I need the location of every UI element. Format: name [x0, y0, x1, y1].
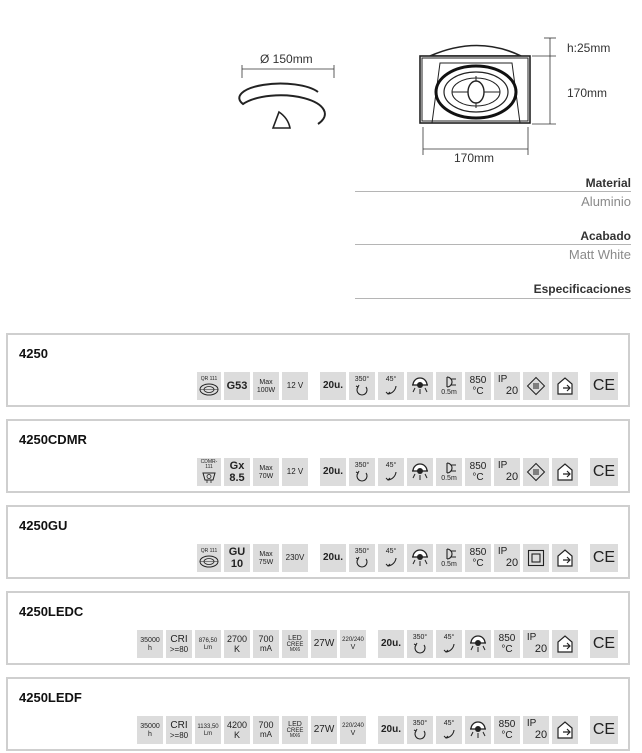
cable-icon — [441, 462, 457, 474]
led-model: MX6 — [289, 733, 301, 739]
diameter-label: Ø 150mm — [260, 52, 313, 66]
rotation-icon — [355, 556, 369, 568]
current-unit: mA — [260, 644, 272, 653]
tilt-icon — [384, 556, 398, 568]
rotation-chip — [349, 458, 375, 486]
cri-value: >=80 — [169, 644, 189, 654]
rotation-icon — [413, 728, 427, 740]
cable-label: 0.5m — [441, 475, 457, 482]
glow-wire-value: 850 — [498, 632, 516, 644]
rotation-chip — [407, 716, 433, 744]
product-card-4250gu — [6, 505, 630, 579]
product-card-4250ledc — [6, 591, 630, 665]
cri-label: CRI — [170, 719, 188, 731]
house-insulation-icon — [555, 634, 575, 654]
class-chip — [523, 372, 549, 400]
lumen-unit: Lm — [203, 730, 213, 737]
socket-label: G53 — [226, 379, 248, 392]
cable-label: 0.5m — [441, 389, 457, 396]
ce-mark: CE — [592, 377, 616, 394]
house-insulation-icon — [555, 376, 575, 396]
led-chip — [282, 630, 308, 658]
units-label: 20u. — [322, 380, 343, 391]
ce-mark: CE — [592, 721, 616, 738]
glow-wire-unit: °C — [501, 643, 513, 655]
voltage-value: 220/240 — [342, 637, 364, 643]
lamp-type-chip — [197, 372, 221, 400]
ip-label: IP — [526, 632, 537, 643]
max-power-chip — [253, 544, 279, 572]
units-chip — [378, 630, 404, 658]
rotation-icon — [355, 470, 369, 482]
ip-rating-chip — [494, 372, 520, 400]
units-label: 20u. — [322, 552, 343, 563]
recessed-lamp-icon — [410, 462, 430, 482]
lamp-icon — [199, 555, 219, 568]
ce-mark-chip — [590, 544, 618, 572]
recessed-lamp-icon — [468, 720, 488, 740]
class-iii-icon — [526, 376, 546, 396]
cable-chip — [436, 458, 462, 486]
kelvin-value: 2700 — [226, 633, 248, 644]
feature-icons — [197, 457, 618, 487]
units-label: 20u. — [380, 638, 401, 649]
glow-wire-chip — [465, 458, 491, 486]
current-value: 700 — [258, 634, 274, 644]
glow-wire-chip — [494, 630, 520, 658]
insulation-chip — [552, 716, 578, 744]
watts-label: 27W — [313, 724, 335, 735]
voltage-chip — [340, 716, 366, 744]
recessed-chip — [407, 458, 433, 486]
ip-label: IP — [497, 374, 508, 385]
rotation-label: 350° — [412, 634, 428, 641]
ip-value: 20 — [505, 385, 519, 397]
units-label: 20u. — [322, 466, 343, 477]
lumen-value: 1133,50 — [197, 723, 219, 730]
divider — [355, 191, 631, 192]
ip-label: IP — [497, 460, 508, 471]
ip-value: 20 — [505, 557, 519, 569]
feature-icons — [137, 629, 618, 659]
lifetime-unit: h — [148, 644, 152, 652]
product-code: 4250LEDC — [19, 604, 84, 619]
feature-icons — [137, 715, 618, 745]
current-chip — [253, 630, 279, 658]
rotation-label: 350° — [354, 548, 370, 555]
house-insulation-icon — [555, 720, 575, 740]
tilt-chip — [436, 716, 462, 744]
voltage-unit: V — [350, 730, 356, 737]
tilt-icon — [384, 384, 398, 396]
material-value: Aluminio — [581, 194, 631, 209]
tilt-chip — [378, 458, 404, 486]
cri-value: >=80 — [169, 730, 189, 740]
class-ii-icon — [526, 548, 546, 568]
max-power-chip — [253, 372, 279, 400]
insulation-chip — [552, 372, 578, 400]
rotation-chip — [349, 372, 375, 400]
lumen-unit: Lm — [203, 644, 213, 651]
tilt-label: 45° — [385, 462, 397, 469]
cable-chip — [436, 372, 462, 400]
voltage-label: 12 V — [286, 467, 304, 476]
product-code: 4250 — [19, 346, 48, 361]
kelvin-chip — [224, 716, 250, 744]
units-label: 20u. — [380, 724, 401, 735]
specifications-title: Especificaciones — [533, 282, 631, 296]
cable-label: 0.5m — [441, 561, 457, 568]
product-card-4250ledf — [6, 677, 630, 751]
current-value: 700 — [258, 720, 274, 730]
recessed-chip — [465, 630, 491, 658]
voltage-label: 12 V — [286, 381, 304, 390]
feature-icons — [197, 371, 618, 401]
socket-label: GU — [228, 545, 246, 558]
product-code: 4250GU — [19, 518, 68, 533]
rotation-label: 350° — [354, 462, 370, 469]
watts-label: 27W — [313, 638, 335, 649]
ip-value: 20 — [534, 643, 548, 655]
cable-icon — [441, 548, 457, 560]
lamp-type-chip — [197, 544, 221, 572]
led-chip — [282, 716, 308, 744]
max-label: Max — [259, 550, 273, 558]
glow-wire-unit: °C — [501, 729, 513, 741]
voltage-unit: V — [350, 644, 356, 651]
class-chip — [523, 544, 549, 572]
ip-value: 20 — [534, 729, 548, 741]
ce-mark: CE — [592, 549, 616, 566]
socket-label: Gx — [229, 459, 245, 472]
voltage-chip — [282, 372, 308, 400]
ce-mark-chip — [590, 372, 618, 400]
units-chip — [320, 544, 346, 572]
units-chip — [320, 458, 346, 486]
ip-label: IP — [497, 546, 508, 557]
tilt-label: 45° — [385, 548, 397, 555]
rotation-chip — [349, 544, 375, 572]
class-chip — [523, 458, 549, 486]
cri-chip — [166, 716, 192, 744]
tilt-label: 45° — [385, 376, 397, 383]
ip-rating-chip — [494, 458, 520, 486]
ce-mark: CE — [592, 463, 616, 480]
glow-wire-unit: °C — [472, 385, 484, 397]
voltage-chip — [282, 458, 308, 486]
side-label: 170mm — [567, 86, 608, 100]
recessed-chip — [465, 716, 491, 744]
tilt-icon — [442, 728, 456, 740]
socket-value: 8.5 — [229, 471, 245, 484]
product-card-4250cdmr — [6, 419, 630, 493]
glow-wire-value: 850 — [469, 546, 487, 558]
cutout-diagram — [239, 52, 334, 128]
max-value: 70W — [258, 472, 274, 480]
recessed-lamp-icon — [410, 376, 430, 396]
led-brand: CREE — [286, 728, 304, 734]
current-chip — [253, 716, 279, 744]
kelvin-value: 4200 — [226, 719, 248, 730]
max-power-chip — [253, 458, 279, 486]
house-insulation-icon — [555, 548, 575, 568]
glow-wire-chip — [465, 372, 491, 400]
ce-mark-chip — [590, 458, 618, 486]
tilt-chip — [436, 630, 462, 658]
max-label: Max — [259, 464, 273, 472]
current-unit: mA — [260, 730, 272, 739]
fixture-diagram — [420, 38, 610, 165]
led-label: LED — [288, 635, 302, 642]
rotation-icon — [413, 642, 427, 654]
recessed-chip — [407, 544, 433, 572]
lamp-type-label: QR 111 — [200, 547, 218, 554]
glow-wire-unit: °C — [472, 471, 484, 483]
ip-rating-chip — [523, 716, 549, 744]
product-code: 4250CDMR — [19, 432, 87, 447]
ip-rating-chip — [494, 544, 520, 572]
units-chip — [378, 716, 404, 744]
divider — [355, 298, 631, 299]
ce-mark: CE — [592, 635, 616, 652]
product-card-4250 — [6, 333, 630, 407]
material-title: Material — [585, 176, 631, 190]
tilt-label: 45° — [443, 634, 455, 641]
lumen-chip — [195, 630, 221, 658]
glow-wire-unit: °C — [472, 557, 484, 569]
led-label: LED — [288, 721, 302, 728]
lifetime-chip — [137, 716, 163, 744]
feature-icons — [197, 543, 618, 573]
cable-icon — [441, 376, 457, 388]
product-code: 4250LEDF — [19, 690, 82, 705]
max-value: 75W — [258, 558, 274, 566]
divider — [355, 244, 631, 245]
finish-block — [355, 228, 631, 264]
kelvin-chip — [224, 630, 250, 658]
tilt-icon — [442, 642, 456, 654]
lumen-value: 876,50 — [198, 637, 218, 644]
lamp-type-chip — [197, 458, 221, 486]
socket-chip — [224, 544, 250, 572]
tilt-icon — [384, 470, 398, 482]
lamp-type-label: CDMR-111 — [200, 459, 218, 470]
lifetime-value: 35000 — [140, 636, 160, 644]
voltage-value: 220/240 — [342, 723, 364, 729]
kelvin-unit: K — [233, 729, 240, 740]
ce-mark-chip — [590, 630, 618, 658]
ce-mark-chip — [590, 716, 618, 744]
rotation-label: 350° — [412, 720, 428, 727]
recessed-lamp-icon — [468, 634, 488, 654]
insulation-chip — [552, 458, 578, 486]
height-label: h:25mm — [567, 41, 611, 55]
insulation-chip — [552, 630, 578, 658]
specifications-block — [355, 281, 631, 299]
house-insulation-icon — [555, 462, 575, 482]
rotation-chip — [407, 630, 433, 658]
voltage-label: 230V — [285, 553, 305, 562]
max-label: Max — [259, 378, 273, 386]
rotation-label: 350° — [354, 376, 370, 383]
finish-title: Acabado — [580, 229, 631, 243]
watts-chip — [311, 716, 337, 744]
cri-label: CRI — [170, 633, 188, 645]
finish-value: Matt White — [568, 247, 631, 262]
lamp-type-label: QR 111 — [200, 375, 218, 382]
cable-chip — [436, 544, 462, 572]
tilt-chip — [378, 544, 404, 572]
glow-wire-value: 850 — [469, 460, 487, 472]
tilt-label: 45° — [443, 720, 455, 727]
recessed-lamp-icon — [410, 548, 430, 568]
kelvin-unit: K — [233, 643, 240, 654]
ip-label: IP — [526, 718, 537, 729]
tilt-chip — [378, 372, 404, 400]
recessed-chip — [407, 372, 433, 400]
material-block — [355, 175, 631, 211]
lifetime-value: 35000 — [140, 722, 160, 730]
glow-wire-value: 850 — [469, 374, 487, 386]
led-model: MX6 — [289, 647, 301, 653]
voltage-chip — [340, 630, 366, 658]
lamp-icon — [199, 383, 219, 396]
rotation-icon — [355, 384, 369, 396]
socket-chip — [224, 372, 250, 400]
lamp-icon — [201, 471, 217, 484]
voltage-chip — [282, 544, 308, 572]
socket-value: 10 — [230, 557, 244, 570]
insulation-chip — [552, 544, 578, 572]
lumen-chip — [195, 716, 221, 744]
units-chip — [320, 372, 346, 400]
ip-value: 20 — [505, 471, 519, 483]
glow-wire-value: 850 — [498, 718, 516, 730]
glow-wire-chip — [494, 716, 520, 744]
lifetime-unit: h — [148, 730, 152, 738]
watts-chip — [311, 630, 337, 658]
width-label: 170mm — [454, 151, 495, 165]
led-brand: CREE — [286, 642, 304, 648]
lifetime-chip — [137, 630, 163, 658]
ip-rating-chip — [523, 630, 549, 658]
technical-drawing — [0, 0, 642, 175]
cri-chip — [166, 630, 192, 658]
max-value: 100W — [256, 386, 276, 394]
glow-wire-chip — [465, 544, 491, 572]
class-iii-icon — [526, 462, 546, 482]
socket-chip — [224, 458, 250, 486]
